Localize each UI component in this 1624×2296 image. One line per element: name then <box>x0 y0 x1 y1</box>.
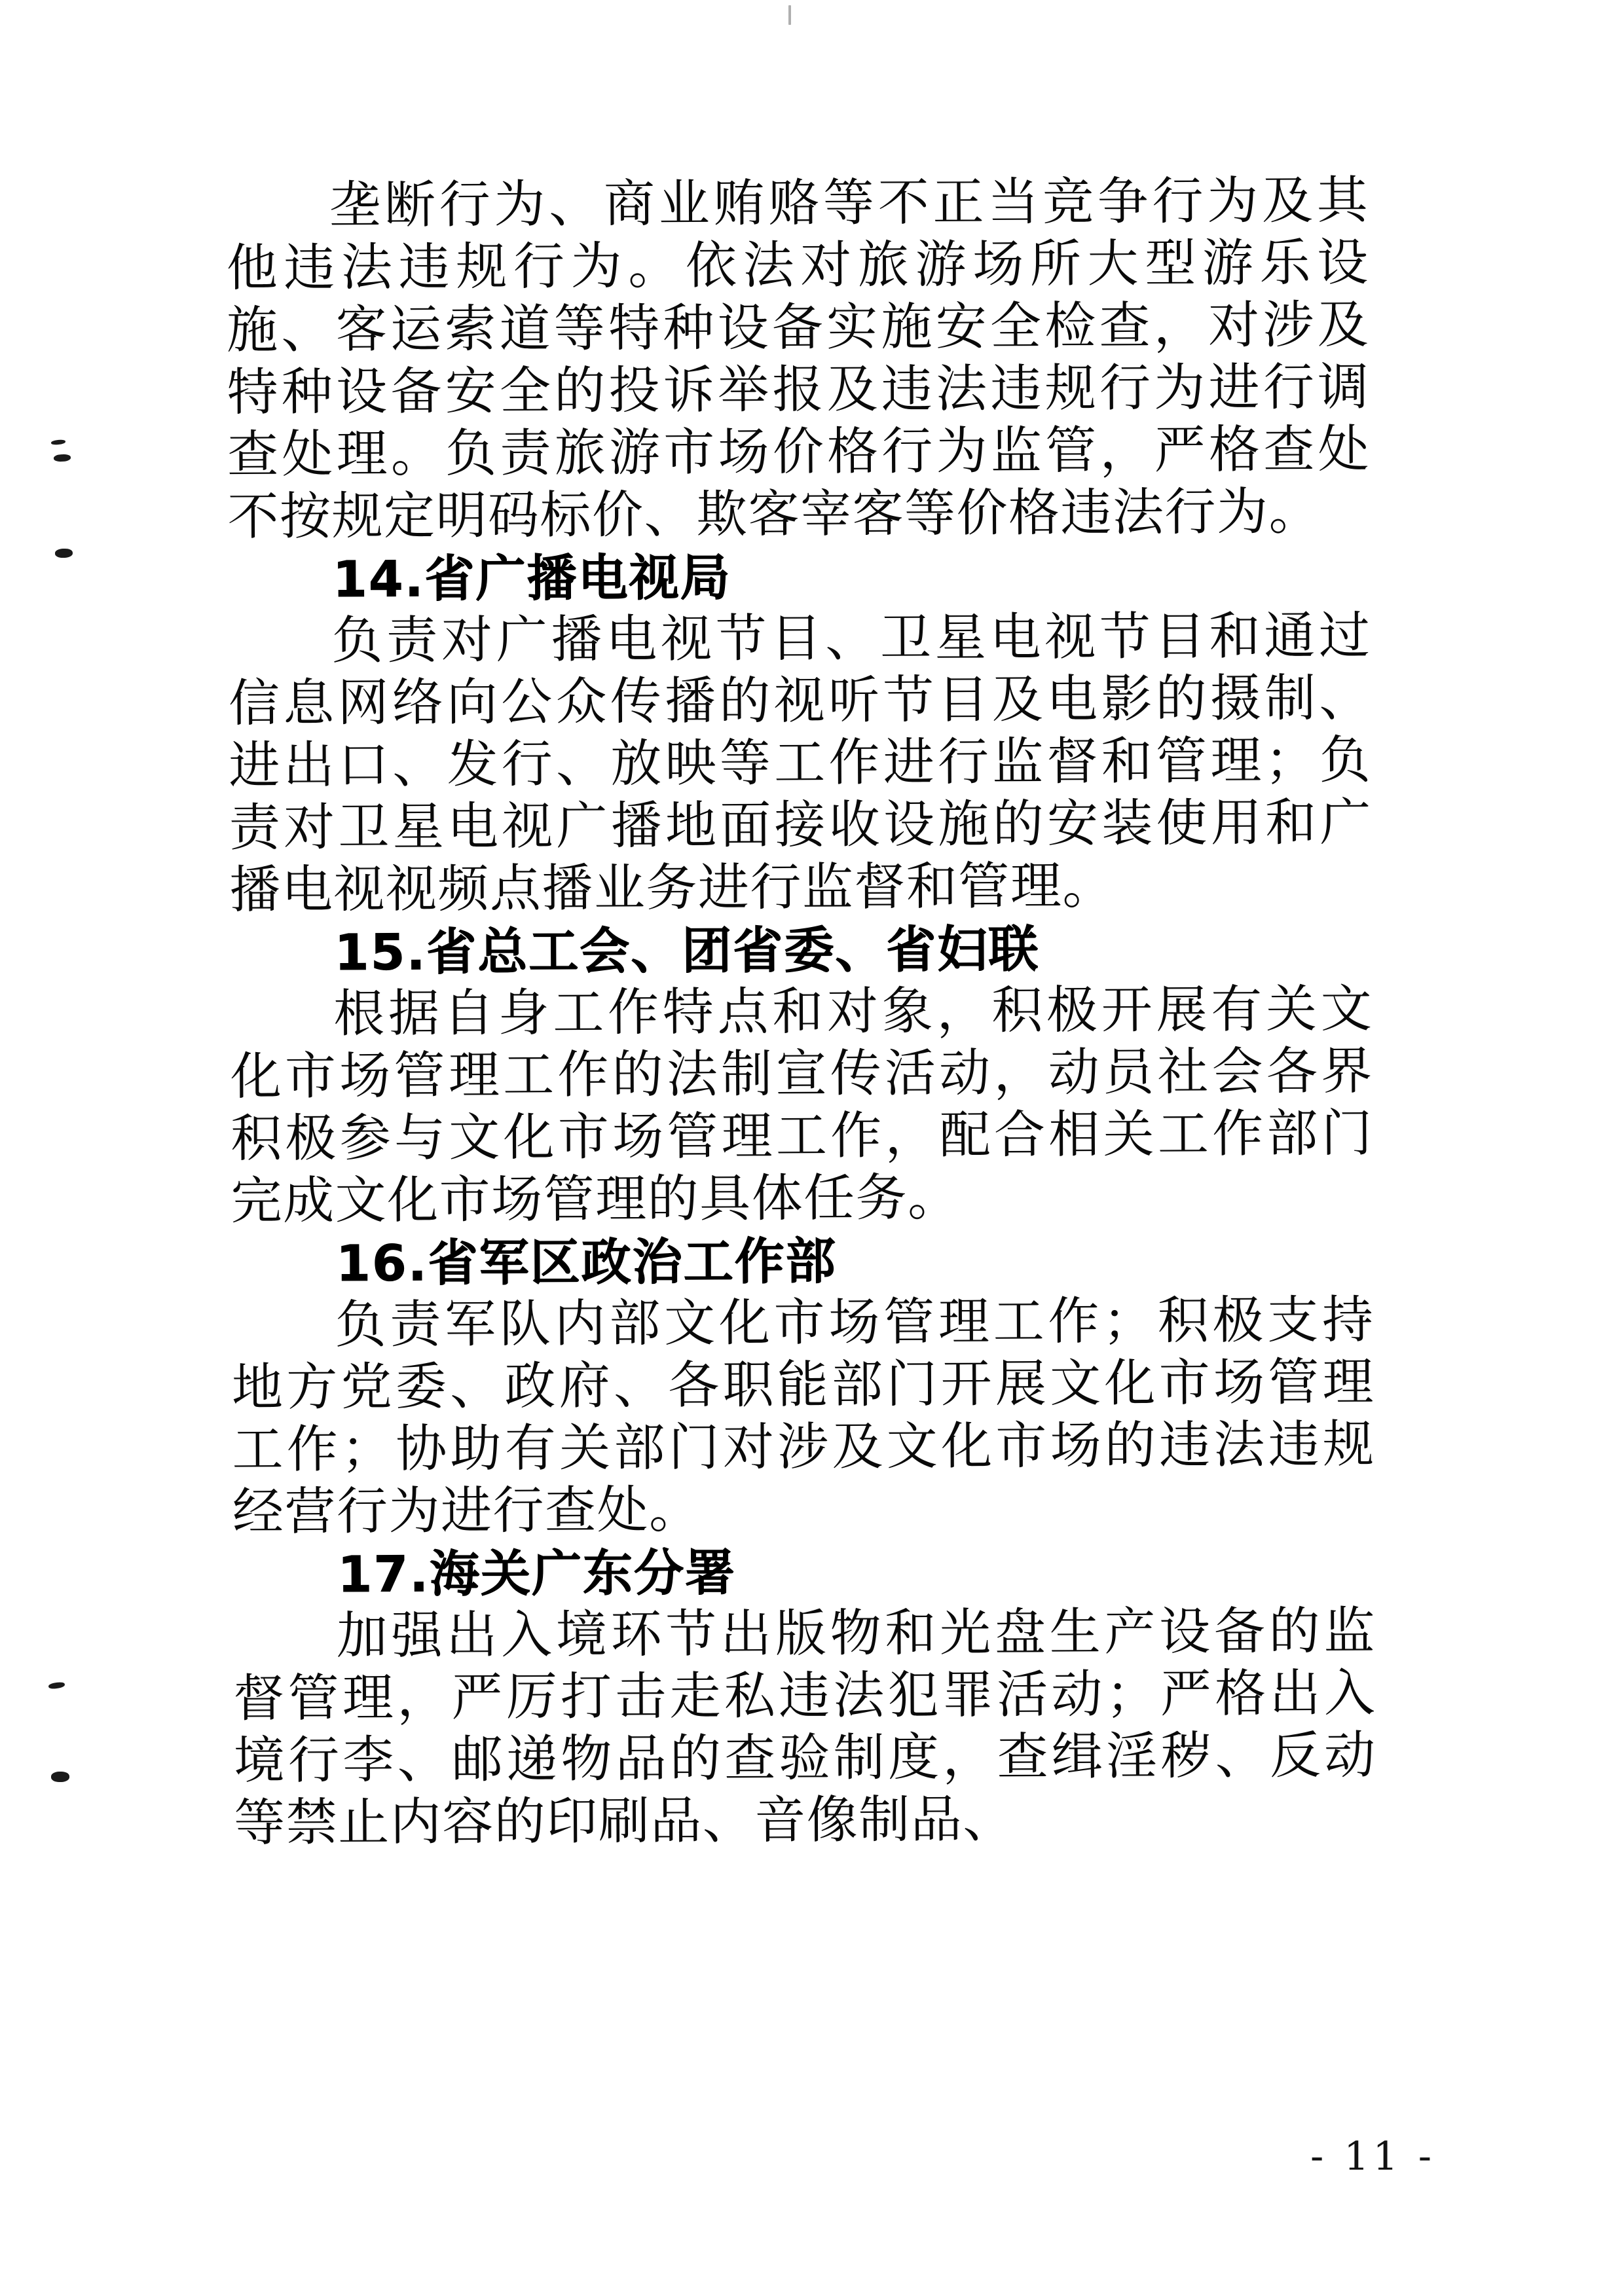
heading-16-provincial-military-political-work-dept: 16.省军区政治工作部 <box>335 1231 837 1293</box>
paragraph-16-body: 负责军队内部文化市场管理工作；积极支持地方党委、政府、各职能部门开展文化市场管理工作；协助有关部门对涉及文化市场的违法违规经营行为进行查处。 <box>231 1290 1375 1542</box>
heading-14-provincial-radio-tv-bureau: 14.省广播电视局 <box>332 548 731 609</box>
scan-speck-icon <box>51 1772 69 1782</box>
paragraph-14-body: 负责对广播电视节目、卫星电视节目和通过信息网络向公众传播的视听节目及电影的摄制、进出口、发行、放映等工作进行监督和管理；负责对卫星电视广播地面接收设施的安装使用和广播电视视频点播业务进行监督和管理。 <box>228 606 1373 920</box>
document-text-body <box>226 170 1377 1854</box>
page-number: - 11 - <box>1310 2134 1435 2179</box>
paragraph-15-body: 根据自身工作特点和对象，积极开展有关文化市场管理工作的法制宣传活动，动员社会各界积极参与文化市场管理工作，配合相关工作部门完成文化市场管理的具体任务。 <box>230 979 1374 1231</box>
scan-speck-icon <box>788 5 791 25</box>
scan-speck-icon <box>51 439 66 445</box>
scan-speck-icon <box>48 1681 65 1689</box>
scan-speck-icon <box>55 549 73 558</box>
heading-17-guangdong-customs-branch: 17.海关广东分署 <box>337 1543 737 1604</box>
heading-15-federation-of-trade-unions: 15.省总工会、团省委、省妇联 <box>334 919 1040 982</box>
scan-speck-icon <box>54 454 71 462</box>
paragraph-continued-tourism-market: 垄断行为、商业贿赂等不正当竞争行为及其他违法违规行为。依法对旅游场所大型游乐设施、客运索道等特种设备实施安全检查，对涉及特种设备安全的投诉举报及违法违规行为进行调查处理。负责旅游市场价格行为监管，严格查处不按规定明码标价、欺客宰客等价格违法行为。 <box>226 171 1371 547</box>
paragraph-17-body: 加强出入境环节出版物和光盘生产设备的监督管理，严厉打击走私违法犯罪活动；严格出入境行李、邮递物品的查验制度，查缉淫秽、反动等禁止内容的印刷品、音像制品、 <box>233 1601 1377 1853</box>
